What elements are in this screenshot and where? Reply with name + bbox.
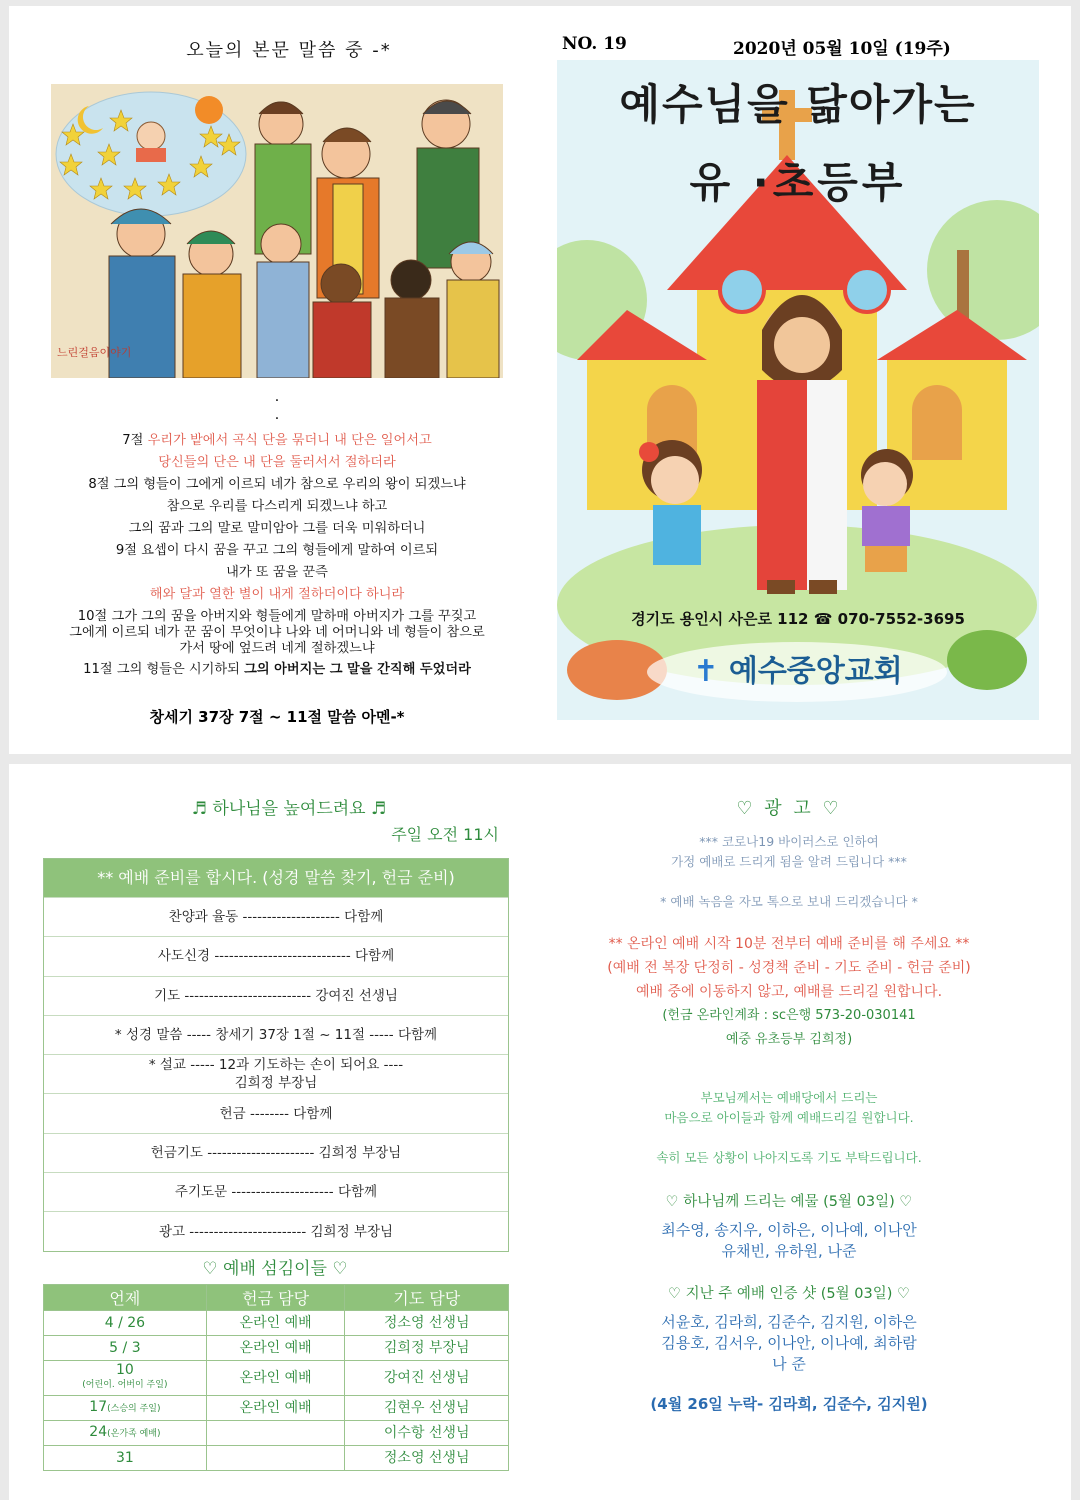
illustration-watermark: 느린걸음이야기 (57, 346, 132, 359)
worship-order-item: 기도 -------------------------- 강여진 선생님 (44, 976, 508, 1015)
table-row: 17(스승의 주일) 온라인 예배 김현우 선생님 (44, 1396, 509, 1421)
parents-notice: 부모님께서는 예배당에서 드리는 마음으로 아이들과 함께 예배드리길 원합니다. (664, 1090, 914, 1125)
worship-order-box (43, 858, 509, 1252)
column-header: 언제 (44, 1285, 207, 1311)
offering-list-title: ♡ 하나님께 드리는 예물 (5월 03일) ♡ (665, 1194, 913, 1210)
recording-notice: * 예배 녹음을 자모 톡으로 보내 드리겠습니다 * (660, 894, 918, 909)
scripture-closing: 창세기 37장 7절 ~ 11절 말씀 아멘-* (149, 708, 405, 726)
church-name-text: 예수중앙교회 (728, 654, 903, 689)
verse-line: 8절 그의 형들이 그에게 이르되 네가 참으로 우리의 왕이 되겠느냐 (88, 477, 466, 492)
verse-line: 해와 달과 열한 별이 내게 절하더이다 하니라 (149, 587, 405, 602)
issue-number: NO. 19 (562, 34, 627, 54)
verse-line: 참으로 우리를 다스리게 되겠느냐 하고 (166, 499, 388, 514)
scripture-verses (39, 430, 515, 681)
worship-order-item: 찬양과 율동 -------------------- 다함께 (44, 897, 508, 936)
verse-line: 그에게 이르되 네가 꾼 꿈이 무엇이냐 나와 네 어머니와 네 형들이 참으로 (69, 625, 485, 640)
servers-title: ♡ 예배 섬김이들 ♡ (202, 1259, 348, 1279)
worship-order-header: ** 예배 준비를 합시다. (성경 말씀 찾기, 헌금 준비) (44, 859, 508, 897)
column-header: 기도 담당 (345, 1285, 509, 1311)
cover-title-line2: 유 ·초등부 (689, 158, 907, 207)
worship-order-item: 헌금기도 ---------------------- 김희정 부장님 (44, 1133, 508, 1172)
attendance-shot-title: ♡ 지난 주 예배 인증 샷 (5월 03일) ♡ (668, 1286, 910, 1302)
cover-title-line1: 예수님을 닮아가는 (619, 80, 977, 129)
covid-notice: *** 코로나19 바이러스로 인하여 가정 예배로 드리게 됨을 알려 드립니다 *** (671, 834, 907, 869)
scripture-section-title: 오늘의 본문 말씀 중 -* (186, 40, 392, 61)
bulletin-inner-page (9, 764, 1071, 1500)
offering-account: (헌금 온라인계좌 : sc은행 573-20-030141 (662, 1008, 916, 1023)
servers-table (43, 1284, 509, 1471)
table-row: 10 (어린이. 어버이 주일) 온라인 예배 강여진 선생님 (44, 1361, 509, 1396)
verse-line: 내가 또 꿈을 꾼즉 (226, 565, 328, 580)
online-prep-notice: ** 온라인 예배 시작 10분 전부터 예배 준비를 해 주세요 ** (예배 전 복장 단정히 - 성경책 준비 - 기도 준비 - 헌금 준비) 예배 중에 이동하지 않고, 예배를 드리길 원합니다. (헌금 온라인계좌 : sc은행 573-20-030141 예중 유초등부 김희정) (569, 932, 1009, 1052)
missing-note: (4월 26일 누락- 김라희, 김준수, 김지원) (650, 1395, 928, 1413)
verse-line: 당신들의 단은 내 단을 둘러서서 절하더라 (158, 455, 396, 470)
column-header: 헌금 담당 (206, 1285, 345, 1311)
worship-order-item: * 설교 ----- 12과 기도하는 손이 되어요 ---- 김희정 부장님 (44, 1054, 508, 1093)
table-row: 31 정소영 선생님 (44, 1446, 509, 1471)
verse-line: 9절 요셉이 다시 꿈을 꾸고 그의 형들에게 말하여 이르되 (115, 543, 439, 558)
separator-dots: . . (274, 389, 280, 423)
offering-names: 최수영, 송지우, 이하은, 이나예, 이나안 유채빈, 유하원, 나준 (661, 1221, 917, 1260)
table-row: 5 / 3 온라인 예배 김희정 부장님 (44, 1336, 509, 1361)
verse-line: 11절 그의 형들은 시기하되 그의 아버지는 그 말을 간직해 두었더라 (83, 662, 471, 677)
praise-title: ♬ 하나님을 높여드려요 ♬ (191, 799, 387, 819)
bulletin-front-page (9, 6, 1071, 754)
attendance-names: 서윤호, 김라희, 김준수, 김지원, 이하은 김용호, 김서우, 이나안, 이나예, 최하람 나 준 (661, 1313, 917, 1373)
verse-line: 7절 우리가 밭에서 곡식 단을 묶더니 내 단은 일어서고 (122, 433, 432, 448)
worship-order-item: 헌금 -------- 다함께 (44, 1093, 508, 1132)
issue-date: 2020년 05월 10일 (19주) (733, 39, 951, 59)
church-address: 경기도 용인시 사은로 112 ☎ 070-7552-3695 (631, 610, 965, 628)
worship-order-item: 사도신경 ---------------------------- 다함께 (44, 936, 508, 975)
worship-time: 주일 오전 11시 (391, 825, 499, 844)
table-row: 4 / 26 온라인 예배 정소영 선생님 (44, 1311, 509, 1336)
cover-illustration (557, 60, 1039, 720)
worship-order-item: * 성경 말씀 ----- 창세기 37장 1절 ~ 11절 ----- 다함께 (44, 1015, 508, 1054)
cross-icon: ✝ (693, 654, 719, 689)
worship-order-item: 광고 ------------------------ 김희정 부장님 (44, 1211, 508, 1250)
joseph-dream-illustration (51, 84, 503, 378)
table-row: 24(온가족 예배) 이수항 선생님 (44, 1421, 509, 1446)
worship-order-item: 주기도문 --------------------- 다함께 (44, 1172, 508, 1211)
announcements-title: ♡ 광 고 ♡ (736, 798, 842, 819)
servers-table-header (44, 1285, 509, 1311)
illustration-drawing (51, 84, 503, 378)
verse-line: 그의 꿈과 그의 말로 말미암아 그를 더욱 미워하더니 (128, 521, 426, 536)
verse-line: 가서 땅에 엎드려 네게 절하겠느냐 (179, 641, 375, 656)
church-name (557, 646, 1039, 690)
verse-line: 10절 그가 그의 꿈을 아버지와 형들에게 말하매 아버지가 그를 꾸짖고 (77, 609, 477, 624)
prayer-request: 속히 모든 상황이 나아지도록 기도 부탁드립니다. (656, 1150, 922, 1165)
